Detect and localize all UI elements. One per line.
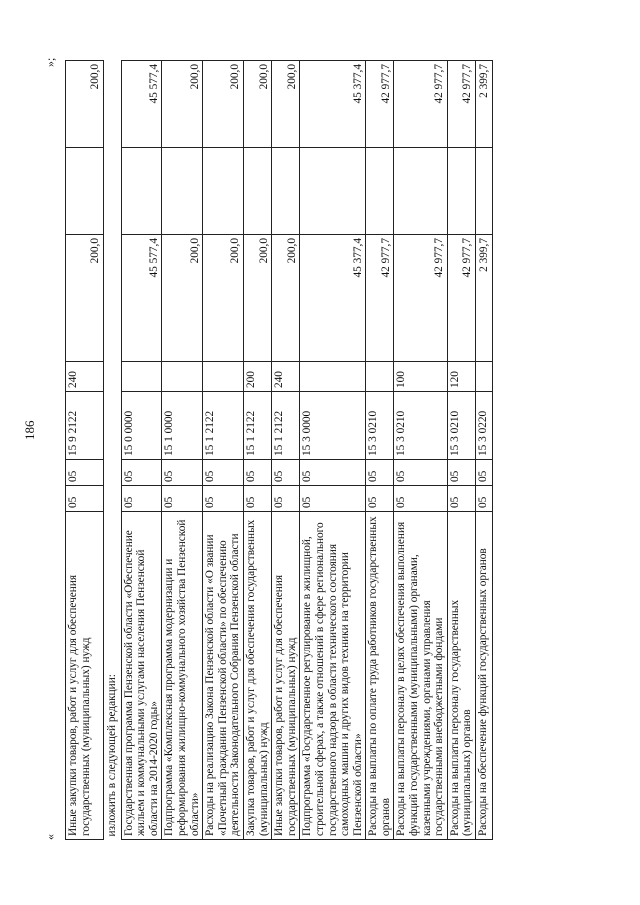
row-name: Закупка товаров, работ и услуг для обеспечения государственных (муниципальных) нужд xyxy=(243,512,271,840)
row-vr xyxy=(300,362,366,392)
row-name: Подпрограмма «Государственное регулирование в жилищной, строительной сферах, а также отношений в сфере регионального государственного надзора в области технического состояния самоходных машин и других видов техники на территории Пензенской области» xyxy=(300,512,366,840)
row-rz: 05 xyxy=(366,486,394,512)
row-value-3: 200,0 xyxy=(66,61,104,148)
row-value-1: 200,0 xyxy=(66,235,104,362)
row-pr: 05 xyxy=(447,460,475,486)
row-pr: 05 xyxy=(366,460,394,486)
row-value-2 xyxy=(272,148,300,235)
closing-quote: »; xyxy=(43,57,57,67)
row-value-1: 42 977,7 xyxy=(394,235,447,362)
row-value-3: 2 399,7 xyxy=(476,61,493,148)
row-name: Расходы на выплаты по оплате труда работников государственных органов xyxy=(366,512,394,840)
row-value-3: 200,0 xyxy=(203,61,244,148)
row-rz: 05 xyxy=(243,486,271,512)
row-value-1: 45 577,4 xyxy=(121,235,162,362)
row-value-2 xyxy=(366,148,394,235)
row-rz: 05 xyxy=(476,486,493,512)
row-value-1: 42 977,7 xyxy=(447,235,475,362)
row-value-1: 200,0 xyxy=(162,235,203,362)
row-name: Расходы на обеспечение функций государственных органов xyxy=(476,512,493,840)
row-value-3: 45 377,4 xyxy=(300,61,366,148)
instruction-text: изложить в следующей редакции: xyxy=(106,674,118,837)
row-vr: 120 xyxy=(447,362,475,392)
page-number: 186 xyxy=(22,420,37,440)
instruction-row xyxy=(104,61,122,840)
row-value-3: 42 977,7 xyxy=(447,61,475,148)
row-csr: 15 1 2122 xyxy=(243,392,271,460)
row-value-1: 45 377,4 xyxy=(300,235,366,362)
row-value-3: 200,0 xyxy=(162,61,203,148)
table-row xyxy=(300,61,366,840)
table-row-first xyxy=(66,61,104,840)
row-csr: 15 0 0000 xyxy=(121,392,162,460)
row-value-1: 200,0 xyxy=(272,235,300,362)
table-row xyxy=(272,61,300,840)
rotated-page xyxy=(43,57,525,840)
row-rz: 05 xyxy=(447,486,475,512)
row-value-2 xyxy=(447,148,475,235)
row-pr: 05 xyxy=(272,460,300,486)
row-csr: 15 1 0000 xyxy=(162,392,203,460)
row-pr: 05 xyxy=(243,460,271,486)
row-value-3: 200,0 xyxy=(243,61,271,148)
row-vr xyxy=(203,362,244,392)
row-rz: 05 xyxy=(66,486,104,512)
row-vr xyxy=(476,362,493,392)
table-row xyxy=(447,61,475,840)
row-rz: 05 xyxy=(121,486,162,512)
row-vr xyxy=(121,362,162,392)
row-pr: 05 xyxy=(66,460,104,486)
row-vr: 100 xyxy=(394,362,447,392)
row-name: Расходы на выплаты персоналу государственных (муниципальных) органов xyxy=(447,512,475,840)
row-name: Государственная программа Пензенской области «Обеспечение жильем и коммунальными услугами населения Пензенской области на 2014-2020 годы» xyxy=(121,512,162,840)
row-csr: 15 1 2122 xyxy=(203,392,244,460)
row-name: Подпрограмма «Комплексная программа модернизации и реформирования жилищно-коммунального хозяйства Пензенской области» xyxy=(162,512,203,840)
table-row xyxy=(476,61,493,840)
row-value-2 xyxy=(394,148,447,235)
row-name: Расходы на выплаты персоналу в целях обеспечения выполнения функций государственными (муниципальными) органами, казенными учреждениями, органами управления государственными внебюджетными фондами xyxy=(394,512,447,840)
table-row xyxy=(394,61,447,840)
row-rz: 05 xyxy=(203,486,244,512)
row-value-3: 42 977,7 xyxy=(366,61,394,148)
opening-quote: « xyxy=(43,834,57,840)
row-value-2 xyxy=(203,148,244,235)
row-pr: 05 xyxy=(300,460,366,486)
row-value-2 xyxy=(476,148,493,235)
row-vr: 240 xyxy=(272,362,300,392)
row-vr: 240 xyxy=(66,362,104,392)
row-value-1: 42 977,7 xyxy=(366,235,394,362)
row-csr: 15 9 2122 xyxy=(66,392,104,460)
row-value-1: 200,0 xyxy=(203,235,244,362)
row-pr: 05 xyxy=(121,460,162,486)
row-csr: 15 3 0210 xyxy=(447,392,475,460)
row-name: Иные закупки товаров, работ и услуг для обеспечения государственных (муниципальных) нужд xyxy=(272,512,300,840)
budget-table xyxy=(65,60,493,840)
row-rz: 05 xyxy=(162,486,203,512)
row-csr: 15 3 0210 xyxy=(394,392,447,460)
row-value-2 xyxy=(162,148,203,235)
row-value-2 xyxy=(66,148,104,235)
row-value-2 xyxy=(121,148,162,235)
table-row xyxy=(203,61,244,840)
row-value-3: 45 577,4 xyxy=(121,61,162,148)
row-csr: 15 3 0000 xyxy=(300,392,366,460)
row-rz: 05 xyxy=(394,486,447,512)
row-value-1: 2 399,7 xyxy=(476,235,493,362)
row-name: Расходы на реализацию Закона Пензенской области «О звании «Почетный гражданин Пензенской области» по обеспечению деятельности Законодательного Собрания Пензенской области xyxy=(203,512,244,840)
row-csr: 15 3 0210 xyxy=(366,392,394,460)
table-row xyxy=(121,61,162,840)
row-vr xyxy=(366,362,394,392)
row-rz: 05 xyxy=(272,486,300,512)
table-row xyxy=(243,61,271,840)
row-value-3: 42 977,7 xyxy=(394,61,447,148)
row-value-2 xyxy=(300,148,366,235)
row-csr: 15 1 2122 xyxy=(272,392,300,460)
row-pr: 05 xyxy=(394,460,447,486)
row-value-1: 200,0 xyxy=(243,235,271,362)
table-row xyxy=(366,61,394,840)
row-pr: 05 xyxy=(476,460,493,486)
row-vr xyxy=(162,362,203,392)
row-pr: 05 xyxy=(203,460,244,486)
table-row xyxy=(162,61,203,840)
row-value-3: 200,0 xyxy=(272,61,300,148)
row-value-2 xyxy=(243,148,271,235)
row-name: Иные закупки товаров, работ и услуг для обеспечения государственных (муниципальных) нужд xyxy=(66,512,104,840)
row-pr: 05 xyxy=(162,460,203,486)
row-csr: 15 3 0220 xyxy=(476,392,493,460)
row-rz: 05 xyxy=(300,486,366,512)
row-vr: 200 xyxy=(243,362,271,392)
